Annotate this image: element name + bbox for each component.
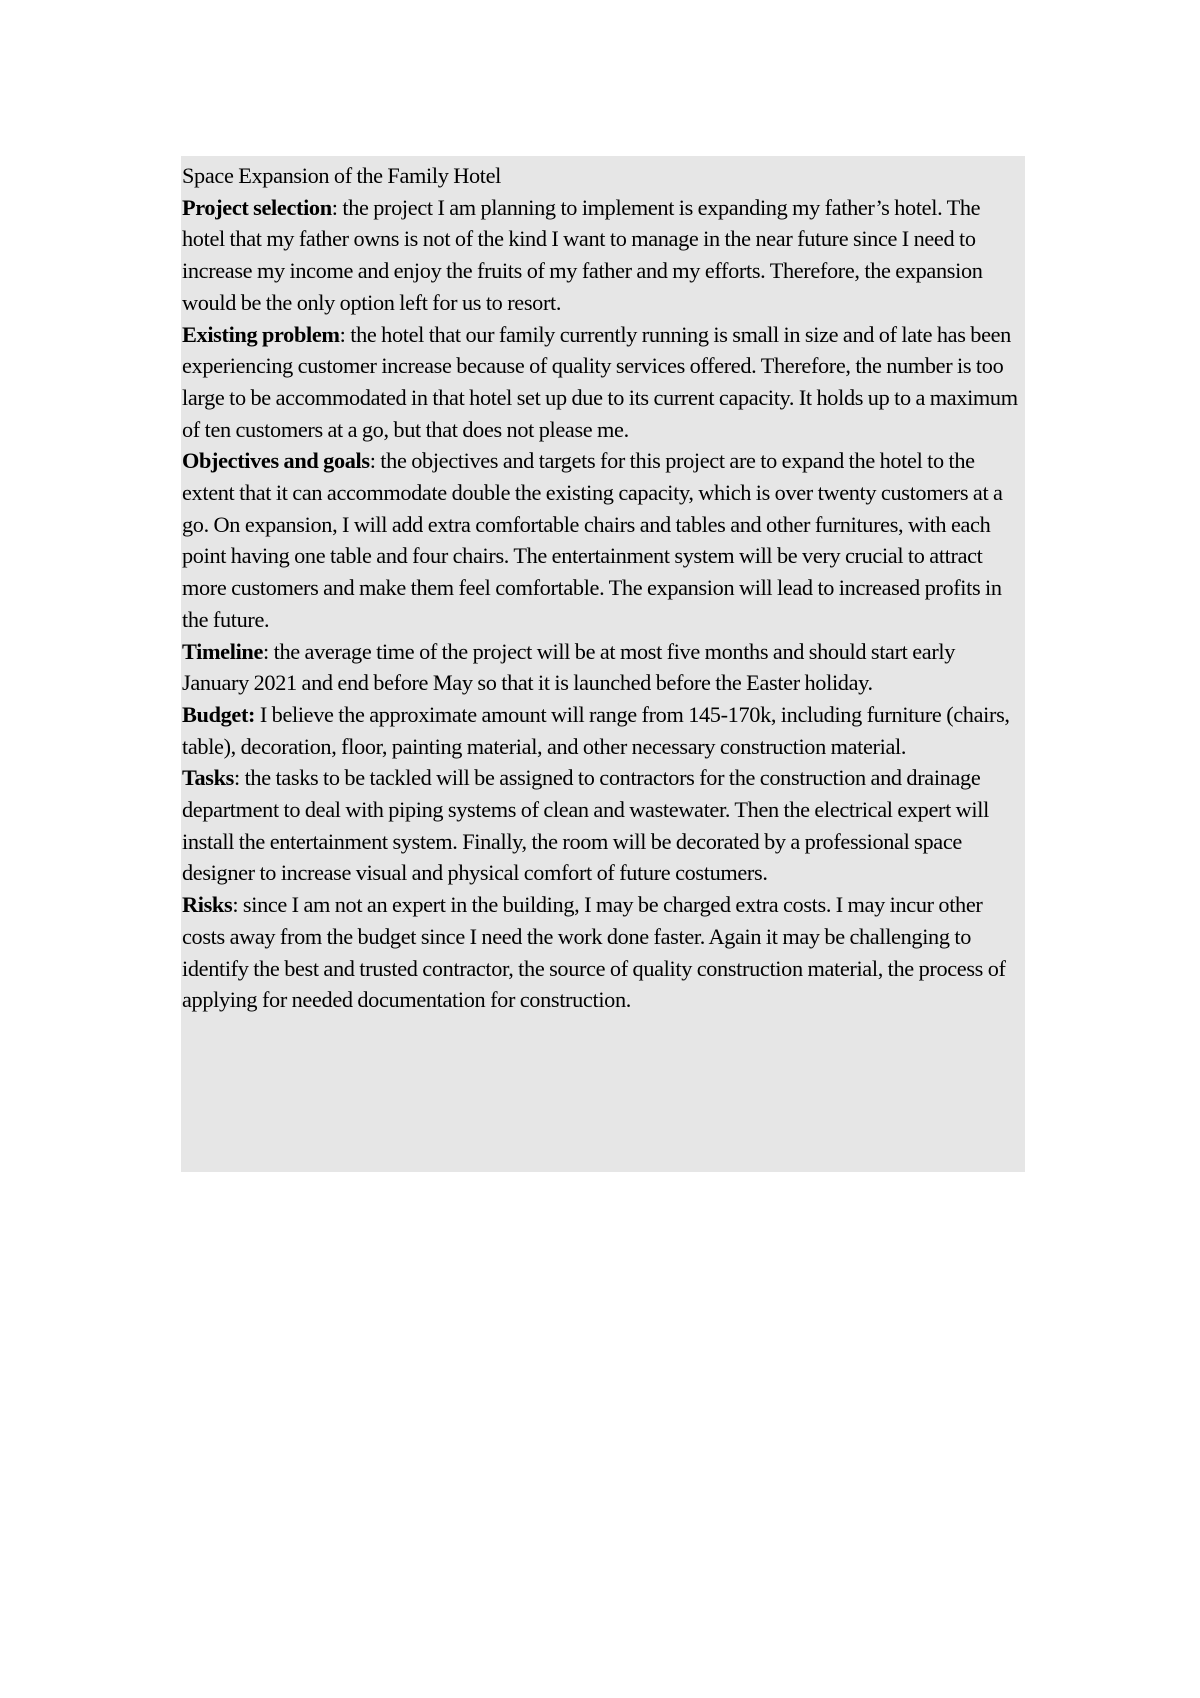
section-tasks: [182, 762, 1025, 889]
section-label: Risks: [182, 892, 233, 918]
section-separator: :: [233, 765, 240, 791]
section-text: the tasks to be tackled will be assigned to contractors for the construction and drainage department to deal with piping systems of clean and wastewater. Then the electrical expert will install the entertainment system. Finally, the room will be decorated by a professional space designer to increase visual and physical comfort of future costumers.: [182, 765, 989, 886]
section-label: Tasks: [182, 765, 234, 791]
document-title: Space Expansion of the Family Hotel: [182, 163, 502, 188]
section-separator: :: [339, 321, 346, 347]
section-label: Project selection: [182, 194, 332, 220]
section-text: since I am not an expert in the building, I may be charged extra costs. I may incur other costs away from the budget since I need the work done faster. Again it may be challenging to identify the best and trusted contractor, the source of quality construction material, the process of applying for needed documentation for construction.: [182, 892, 1006, 1013]
section-separator: :: [263, 638, 269, 664]
section-timeline: [182, 636, 1025, 699]
section-text: the hotel that our family currently running is small in size and of late has been experiencing customer increase because of quality services offered. Therefore, the number is too large to be accommodated in that hotel set up due to its current capacity. It holds up to a maximum of ten customers at a go, but that does not please me.: [182, 321, 1018, 442]
section-text: the project I am planning to implement is expanding my father’s hotel. The hotel that my father owns is not of the kind I want to manage in the near future since I need to increase my income and enjoy the fruits of my father and my efforts. Therefore, the expansion would be the only option left for us to resort.: [182, 194, 983, 315]
section-project-selection: [182, 192, 1025, 319]
section-separator: :: [331, 194, 338, 220]
section-existing-problem: [182, 319, 1025, 446]
section-label: Timeline: [182, 638, 264, 664]
section-text: the average time of the project will be at most five months and should start early January 2021 and end before May so that it is launched before the Easter holiday.: [182, 638, 956, 696]
section-budget: [182, 699, 1025, 762]
section-label: Budget:: [182, 701, 256, 727]
section-text: the objectives and targets for this project are to expand the hotel to the extent that it can accommodate double the existing capacity, which is over twenty customers at a go. On expansion, I will add extra comfortable chairs and tables and other furnitures, with each point having one table and four chairs. The entertainment system will be very crucial to attract more customers and make them feel comfortable. The expansion will lead to increased profits in the future.: [182, 448, 1003, 632]
section-label: Objectives and goals: [182, 448, 370, 474]
section-text: I believe the approximate amount will range from 145-170k, including furniture (chairs, table), decoration, floor, painting material, and other necessary construction material.: [182, 701, 1010, 759]
section-label: Existing problem: [182, 321, 340, 347]
section-separator: :: [232, 892, 239, 918]
section-risks: [182, 889, 1025, 1016]
section-objectives-and-goals: [182, 445, 1025, 635]
highlighted-text-block: [181, 156, 1025, 1172]
section-separator: :: [369, 448, 376, 474]
